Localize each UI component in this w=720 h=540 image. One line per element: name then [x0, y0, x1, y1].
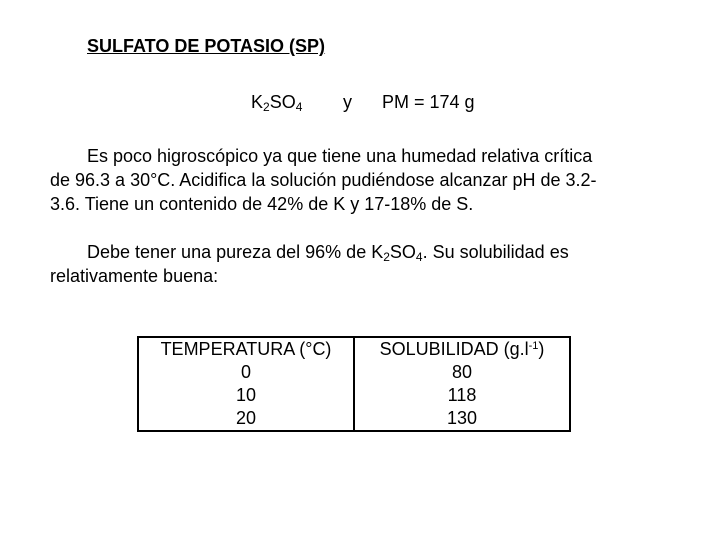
formula-line [0, 92, 720, 116]
conjunction: y [343, 92, 352, 112]
cell-solubility: 130 [354, 407, 570, 431]
subscript: 4 [415, 250, 423, 264]
page-title: SULFATO DE POTASIO (SP) [87, 36, 326, 56]
cell-temperature: 10 [138, 384, 354, 407]
paragraph-line [50, 240, 670, 264]
text-segment: Debe tener una pureza del 96% de K [87, 242, 384, 262]
table-row [138, 384, 570, 407]
text-segment: SO [389, 242, 416, 262]
text-segment: . Su solubilidad es [422, 242, 569, 262]
header-solubility [354, 337, 570, 361]
cell-solubility: 118 [354, 384, 570, 407]
paragraph-line: 3.6. Tiene un contenido de 42% de K y 17-18% de S. [50, 194, 474, 214]
table-row [138, 361, 570, 384]
paragraph-properties [50, 144, 670, 216]
text-segment: ) [538, 339, 545, 359]
paragraph-line: relativamente buena: [50, 266, 219, 286]
paragraph-line: Es poco higroscópico ya que tiene una humedad relativa crítica [87, 146, 593, 166]
paragraph-purity [50, 240, 670, 288]
molar-mass: PM = 174 g [382, 92, 475, 112]
text-segment: SOLUBILIDAD (g.l [379, 339, 529, 359]
chemical-formula [251, 92, 302, 113]
solubility-table [137, 336, 571, 432]
formula-so: SO [269, 92, 296, 112]
header-temperature: TEMPERATURA (°C) [138, 337, 354, 361]
cell-solubility: 80 [354, 361, 570, 384]
cell-temperature: 20 [138, 407, 354, 431]
cell-temperature: 0 [138, 361, 354, 384]
formula-k-subscript: 2 [263, 100, 270, 114]
superscript: -1 [528, 340, 539, 352]
paragraph-line: de 96.3 a 30°C. Acidifica la solución pudiéndose alcanzar pH de 3.2- [50, 170, 597, 190]
formula-o-subscript: 4 [295, 100, 303, 114]
table-header-row [138, 337, 570, 361]
formula-k: K [251, 92, 264, 112]
table-row [138, 407, 570, 431]
subscript: 2 [383, 250, 390, 264]
